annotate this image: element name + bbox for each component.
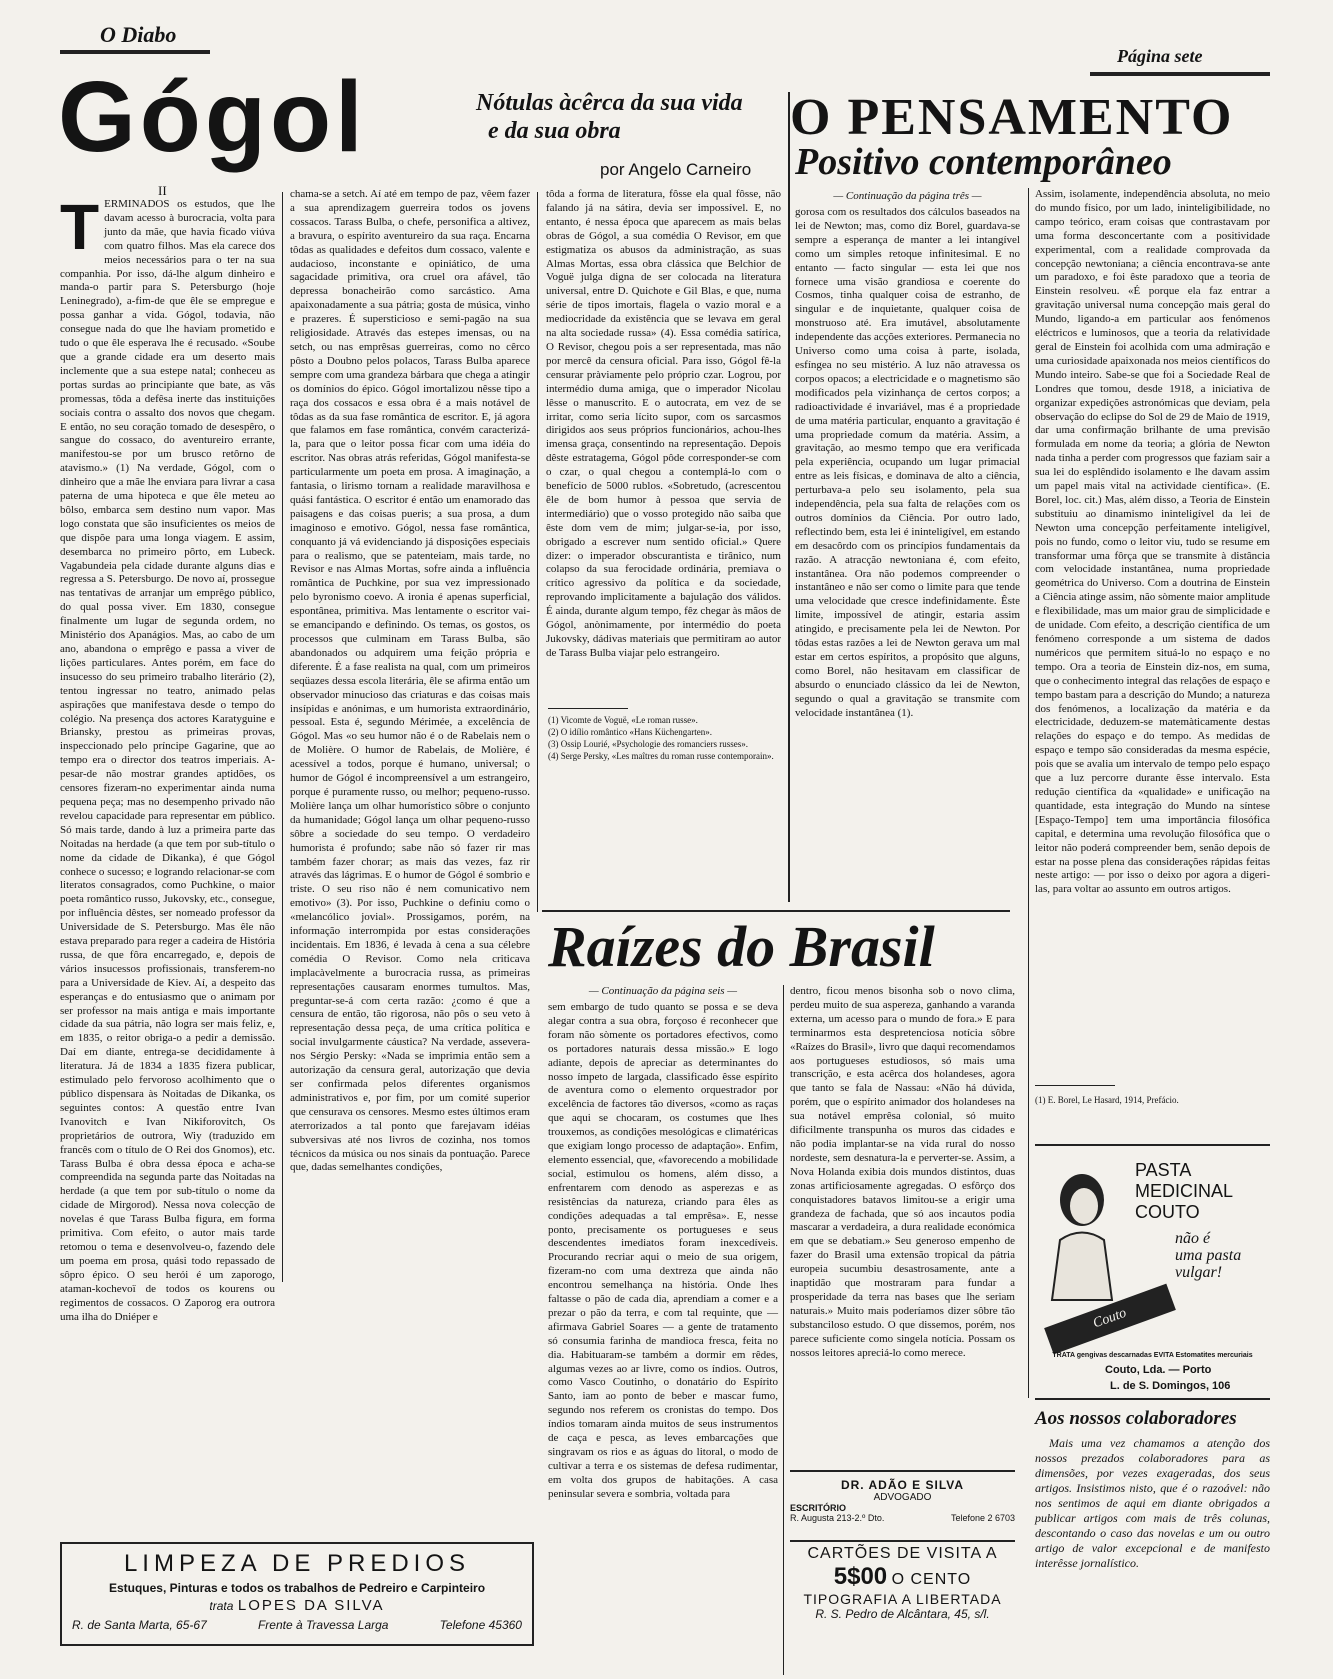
adao-ad bbox=[790, 1478, 1015, 1523]
pensamento-column-2-text: Assim, isolamente, independência absoluta, no meio do mundo físico, por um lado, ininteligibilidade, no campo teórico, eram coisas que contrastavam por uma forma desconcertante com a positividade experimental, com a realidade comprovada da concepção newtoniana; a ciência encontrava-se ante um paradoxo, e foi êste paradoxo que a teoria de Einstein resolveu. «É porque ela faz entrar a gravitação universal numa concepção mais geral do Mundo, ligando-a em particular aos fenómenos eléctricos e luminosos, que a teoria da relatividade geral de Einstein foi acolhida com uma admiração e uma curiosidade apaixonada nos meios científicos do Mundo inteiro. Sabe-se que foi a Sociedade Real de Londres que tomou, desde 1918, a iniciativa de organizar expedições astronómicas que deviam, pela observação do eclipse do Sol de 29 de Maio de 1919, dar uma confirmação brilhante de uma previsão formulada em nome da teoria; a glória de Newton nada tinha a perder com progressos que faziam sair a sua lei do esplêndido isolamento e lhe davam assim um papel mais vital na actividade científica». (E. Borel, loc. cit.) Mas, além disso, a Teoria de Einstein substituiu ao dinamismo ininteligível da lei de Newton uma concepção perfeitamente inteligível, pois no fundo, como o leitor viu, tudo se resume em transformar uma fôrça que se transmite à distância com velocidade instantânea, numa propriedade geométrica do Universo. Com a doutrina de Einstein a Ciência atinge assim, não sòmente maior amplitude e flexibilidade, mas um maior grau de simplicidade e de unidade. Com efeito, a descrição científica de um fenómeno corresponde a um sistema de dados numéricos que permitem situá-lo no espaço e no tempo. Ora a teoria de Einstein diz-nos, em suma, que o conhecimento integral das relações de espaço e tempo bastam para a descrição do Mundo; a natureza dos fenómenos, a localização da matéria e da electricidade, deduzem-se matemàticamente destas relações do espaço e do tempo. As medidas de espaço e tempo são consideradas da mesma espécie, pois que se avalia um intervalo de tempo pelo espaço que a luz percorre durante êsse intervalo. Esta redução científica da «qualidade» e unificação na quantidade, esta integração do Mundo na síntese [Espaço-Tempo] tem uma importância filosófica capital, e determina uma revolução filosófica que o leitor não poderá compreender bem, senão depois de estar na posse plena das considerações rápidas feitas neste artigo: — por isso o deixo por agora a digeri-las, para voltar ao assunto em outros artigos. bbox=[1035, 188, 1270, 896]
gogol-divider-1 bbox=[282, 192, 283, 1282]
footnote: (1) Vicomte de Voguë, «Le roman russe». bbox=[548, 715, 698, 725]
pasta-tube-label: Couto bbox=[1091, 1305, 1129, 1332]
pasta-top-rule bbox=[1035, 1144, 1270, 1146]
cartoes-printer: TIPOGRAFIA A LIBERTADA bbox=[803, 1591, 1002, 1607]
pasta-ad bbox=[1035, 1150, 1270, 1380]
limpeza-line1: Estuques, Pinturas e todos os trabalhos de Pedreiro e Carpinteiro bbox=[108, 1581, 486, 1595]
adao-name: DR. ADÃO E SILVA bbox=[840, 1478, 965, 1492]
gogol-column-3 bbox=[546, 188, 781, 693]
limpeza-name: LOPES DA SILVA bbox=[237, 1597, 385, 1614]
adao-top-rule bbox=[790, 1470, 1015, 1472]
raizes-column-1 bbox=[548, 1001, 778, 1666]
cartoes-price: 5$00 bbox=[833, 1563, 888, 1590]
raizes-column-1-text: sem embargo de tudo quanto se possa e se deva alegar contra a sua obra, forçoso é reconhecer que foram não sòmente os portadores efectivos, como os portadores naturais dessa missão.» E logo adiante, depois de apreciar as determinantes do nosso ímpeto de largada, classificado êsse espírito de aventura como o elemento orquestrador por excelência de factores tão diversos, «como as raças que aqui se chocaram, os costumes que lhes trouxemos, as condições mesológicas e climatéricas que exigiam longo processo de adaptação». Enfim, elemento essencial, que, «favorecendo a mobilidade social, estimulou os homens, além disso, a enfrentarem com denodo as asperezas e as resistências da natureza, criando para êles as condições adequadas a tal emprêsa». E, nesse ponto, precisamente os portugueses e seus descendentes imediatos foram inexcedíveis. Procurando recriar aqui o meio de sua origem, fizeram-no com uma dextreza que ainda não encontrou semelhança na história. Onde lhes faltasse o pão de cada dia, aprendiam a comer e a prezar o pão da terra, e com tal requinte, que — afirmava Gabriel Soares — a gente de tratamento só consumia farinha de mandioca fresca, feita no dia. Habituaram-se também a dormir em rêdes, algumas vezes ao ar livre, como os índios. Outros, como Vasco Coutinho, o donatário do Espírito Santo, iam ao ponto de beber e mascar fumo, segundo nos referem os cronistas do tempo. Dos índios tomaram ainda muitos de seus instrumentos de caça e pesca, as leves embarcações que singravam os rios e as águas do litoral, o modo de cultivar a terra e os sistemas de defesa rudimentar, em volta dos grupos de habitações. A casa peninsular severa e sombria, voltada para bbox=[548, 1001, 778, 1500]
masthead-right: Página sete bbox=[1117, 46, 1203, 66]
gogol-column-1 bbox=[60, 191, 275, 1323]
gogol-title: Gógol bbox=[58, 61, 367, 173]
gogol-column-2 bbox=[290, 188, 530, 1288]
cartoes-top-rule bbox=[790, 1540, 1015, 1542]
raizes-column-2 bbox=[790, 985, 1015, 1410]
pensamento-footnote: (1) E. Borel, Le Hasard, 1914, Prefácio. bbox=[1035, 1095, 1179, 1105]
gogol-dropcap: T bbox=[60, 191, 100, 263]
gogol-column-2-text: chama-se a setch. Aí até em tempo de paz, vêem fazer a sua aprendizagem guerreira todos os jovens cossacos. Tarass Bulba, o chefe, personifica a altivez, a bravura, o espírito aventureiro da sua raça. Encarna tôdas as qualidades e defeitos dum cossaco, valente e audacioso, inconstante e opiniático, de uma sagacidade primitiva, ora cruel ora afável, tão depressa bonacheirão como sarcástico. Ama apaixonadamente a sua pátria; gosta de música, vinho e prazeres. É supersticioso e semi-pagão na sua religiosidade. Através das estepes imensas, ou na setch, ou nas emprêsas guerreiras, como no cêrco pôsto a Doubno pelos polacos, Tarass Bulba aparece sempre com uma grandeza bárbara que chega a atingir os domínios do épico. Gógol imortalizou nêsse tipo a raça dos cossacos e essa obra é a mais notável de tôdas as da sua fase romântica de escritor. E, já agora que falamos em fase romântica, convém caracterizá-la, para que o leitor possa ficar com uma idéia do escritor. Nas obras atrás referidas, Gógol manifesta-se particularmente um poeta em prosa. A imaginação, a fantasia, o lirismo tornam a realidade maravilhosa e quási fantástica. O escritor é então um enamorado das paisagens e das coisas pueris; a sua prosa, a dum imaginoso e emotivo. Gógol, nessa fase romântica, conquanto já vá evidenciando já disposições especiais para o realismo, que se patenteiam, mais tarde, no Revisor e nas Almas Mortas, sofre ainda a influência romântica de Puchkine, por sua vez impressionado pelo byronismo coevo. A ironia é apenas superficial, espontânea, primitiva. Mas lentamente o escritor vai-se emancipando e definindo. Os temas, os gostos, os processos que culminam em Tarass Bulba, são abandonados ou adquirem uma feição própria e diferente. É a fase realista na qual, com um primeiros seqüazes dessa escola literária, êle se afirma então um observador minucioso das criaturas e das coisas mais insípidas e anónimas, e um humorista extraordinário, pessoal. Esta é, segundo Mérimée, a excelência de Gógol. Mas «o seu humor não é o de Rabelais nem o de Molière. O humor de Rabelais, de Molière, é acessível a todos, porque é humano, universal; o humor de Gógol é incompreensível a um estrangeiro, porque é puramente russo, ou melhor; pequeno-russo. Molière lança um olhar humorístico sôbre o conjunto da humanidade; Gógol lança um olhar pequeno-russo sôbre a sociedade do seu tempo. O verdadeiro humorista é profundo; sabe não só fazer rir mas também fazer chorar; as mais das vezes, faz rir através das lágrimas. E o humor de Gógol é sombrio e triste. O seu riso não é nem comunicativo nem emotivo» (3). Por isso, Puchkine o definiu como o «melancólico jovial». Prossigamos, porém, na informação interrompida por estas considerações incidentais. Em 1836, é levada à cena a sua célebre comédia O Revisor. Como nela criticava implacàvelmente a burocracia russa, as primeiras representações causaram enormes tumultos. Mas, preguntar-se-á com certa razão: ¿como é que a censura de então, tão rigorosa, não pôs o seu veto à representação dessa peça, de uma crítica política e social invulgarmente cáustica? Na verdade, assevera-nos Sérgio Persky: «Nada se imprimia então sem a autorização da censura geral, autorização que devia ser confirmada pelos diferentes organismos administrativos e, por fim, por um comité superior que censurava os censores. Mesmo estes últimos eram aterrorizados a tal ponto que farejavam idéias subversivas até nos livros de cozinha, nos tomos técnicos da música ou nos sinais da pontuação. Parece que, dadas semelhantes condições, bbox=[290, 188, 530, 1174]
cartoes-ad bbox=[790, 1545, 1015, 1621]
limpeza-address: R. de Santa Marta, 65-67 bbox=[72, 1618, 207, 1632]
gogol-column-3-text: tôda a forma de literatura, fôsse ela qual fôsse, não falando já na sátira, devia ser impossível. E, no entanto, é nessa época que aparecem as mais belas obras de Gógol, a sua comédia O Revisor, em que estigmatiza os abusos da administração, as suas Almas Mortas, essa obra clássica que Belchior de Voguë julga digna de ser colocada na literatura universal, entre D. Quichote e Gil Blas, e que, numa série de tipos imortais, flagela o vazio moral e a mediocridade da existência que se levava em geral na alta sociedade russa» (4). Essa comédia satírica, O Revisor, chegou pois a ser representada, mas não por mercê da censura oficial. Para isso, Gógol fê-la censurar pràviamente pelo próprio czar. Logrou, por intermédio duma amiga, que o imperador Nicolau lêsse o manuscrito. E o autocrata, em vez de se irritar, como seria lícito supor, com os sarcasmos dirigidos aos seus próprios funcionários, achou-lhes imensa graça, consentindo na representação. Depois dêste estratagema, Gógol pôde corresponder-se com o czar, o qual chegou a contemplá-lo com o benefício de 5000 rublos. «Sobretudo, (acrescentou êle de bom humor à pessoa que servia de intermediário) que o vosso protegido não saiba que êste dom vem de mim; julgar-se-ia, por isso, obrigado a escrever num sentido oficial.» Quere dizer: o imperador obscurantista e tirânico, num colapso da sua ferocidade ordinária, premiava o crítico agressivo da política e da sociedade, reprovando implicitamente a bajulação dos válidos. É ainda, durante algum tempo, fêz chegar às mãos de Gógol, anònimamente, por intermédio do poeta Jukovsky, dádivas materiais que permitiram ao autor de Tarass Bulba viajar pelo estrangeiro. bbox=[546, 188, 781, 659]
pensamento-continuation: — Continuação da página três — bbox=[833, 190, 982, 202]
raizes-column-2-text: dentro, ficou menos bisonha sob o novo clima, perdeu muito de sua aspereza, ganhando a varanda externa, um acesso para o mundo de fora.» E para terminarmos esta despretenciosa notícia sôbre «Raízes do Brasil», livro que daqui recomendamos aos portugueses estudiosos, só mais uma transcrição, e esta acêrca dos holandeses, agora que tanto se fala de Nassau: «Não há dúvida, porém, que o espírito animador dos holandeses na sua notável emprêsa colonial, só muito dificilmente transpunha os muros das cidades e não podia implantar-se na vida rural do nosso nordeste, sem desnatura-la e perverter-se. Assim, a Nova Holanda exibia dois mundos distintos, duas zonas artificiosamente agregadas. O esfôrço dos conquistadores batavos limitou-se a erigir uma grandeza de fachada, que só aos incautos podia mascarar a verdadeira, a dura realidade económica em que se debatiam.» Seu generoso empenho de fazer do Brasil uma extensão tropical da pátria europeia sucumbiu desastrosamente, ante a inaptidão que mostraram para fundar a prosperidade da terra nas bases que lhe seriam naturais.» Muito mais poderíamos dizer sôbre tão substanciloso estudo. O que dissemos, porém, nos parece suficiente como singela notícia. Possam os nossos leitores apreciá-lo como merece. bbox=[790, 985, 1015, 1359]
masthead-left: O Diabo bbox=[100, 22, 177, 47]
pensamento-footnote-rule bbox=[1035, 1085, 1115, 1086]
gogol-subtitle-2: e da sua obra bbox=[488, 118, 621, 144]
adao-office: ESCRITÓRIO bbox=[790, 1503, 847, 1513]
pensamento-title-2: Positivo contemporâneo bbox=[795, 141, 1172, 183]
footnote: (4) Serge Persky, «Les maîtres du roman russe contemporain». bbox=[548, 751, 774, 761]
pensamento-column-2 bbox=[1035, 188, 1270, 1038]
gogol-byline: por Angelo Carneiro bbox=[600, 160, 752, 179]
limpeza-title: LIMPEZA DE PREDIOS bbox=[123, 1550, 471, 1577]
pasta-brand-3: COUTO bbox=[1135, 1202, 1200, 1222]
adao-phone: Telefone 2 6703 bbox=[950, 1513, 1015, 1523]
pasta-treats: TRATA gengivas descarnadas EVITA Estomatites mercuriais bbox=[1052, 1352, 1253, 1359]
gogol-subtitle-1: Nótulas àcêrca da sua vida bbox=[476, 90, 743, 116]
cartoes-unit: O CENTO bbox=[891, 1571, 972, 1588]
adao-title: ADVOGADO bbox=[873, 1492, 932, 1503]
gogol-footnotes bbox=[548, 714, 783, 762]
footnote: (3) Ossip Lourié, «Psychologie des romanciers russes». bbox=[548, 739, 748, 749]
gogol-section-number: II bbox=[158, 183, 167, 198]
masthead-right-rule bbox=[1090, 72, 1270, 76]
pasta-company: Couto, Lda. — Porto bbox=[1105, 1364, 1212, 1376]
raizes-divider bbox=[783, 985, 784, 1675]
adao-address: R. Augusta 213-2.º Dto. bbox=[790, 1513, 885, 1523]
limpeza-trata: trata bbox=[209, 1599, 234, 1613]
pensamento-column-1-text: gorosa com os resultados dos cálculos baseados na lei de Newton; mas, como diz Borel, guardava-se sempre a esperança de manter a lei intangível como um simples retoque infinitesimal. E no entanto — facto singular — esta lei que nos fornece uma visão grandiosa e coerente do Cosmos, tinha qualquer coisa de estranho, de singular e de inquietante, qualquer coisa de monstruoso até. Era imutável, absolutamente independente das acções exteriores. Permanecia no Universo como uma coisa à parte, isolada, esfíngea no seu mistério. A luz não atravessa os corpos opacos; a electricidade e o magnetismo são modificados pela vizinhança de certos corpos; a radioactividade é invariável, mas é a propriedade de uma matéria particular, enquanto a gravitação é uma propriedade comum da matéria. Assim, a gravitação, ao mesmo tempo que era verificada pela experiência, ocupando um lugar primacial entre as leis físicas, e dominava de alto a ciência, perturbava-a pelo seu isolamento, pela sua independência, pela sua falta de relações com os outros domínios da Ciência. Por outro lado, reflectindo bem, esta lei é ininteligível, em estando em desacôrdo com os princípios fundamentais da razão. A atracção newtoniana é, com efeito, instantânea. Ora não podemos compreender o instantâneo e não ser como o limite para que tende uma velocidade que cresce indefinidamente. Êste limite, impossível de atingir, estaria assim atingido, e precisamente pela lei de Newton. Por tôdas estas razões a lei de Newton gerava um mal estar em certos espíritos, a propósito que alguns, como Borel, não hesitavam em classificar de absurdo o enunciado clássico da lei de Newton, segundo o qual a gravitação se transmite com velocidade instantânea (1). bbox=[795, 206, 1020, 719]
limpeza-front: Frente à Travessa Larga bbox=[257, 1618, 389, 1632]
colaboradores-title: Aos nossos colaboradores bbox=[1035, 1408, 1237, 1429]
gogol-footnote-rule bbox=[548, 708, 628, 709]
limpeza-phone: Telefone 45360 bbox=[439, 1618, 522, 1632]
gogol-column-1-text: ERMINADOS os estudos, que lhe davam acesso à burocracia, volta para junto da mãe, que havia ficado viúva com quatro filhos. Mas ela carece dos meios necessários para o ter na sua companhia. Por isso, dá-lhe algum dinheiro e manda-o partir para S. Petersburgo (hoje Leninegrado), a-fim-de que êle se empregue e possa ganhar a vida. Gógol, todavia, não consegue nada do que lhe haviam prometido e tudo o que êle esperava lhe é recusado. «Soube que a grande cidade era um deserto mais inclemente que a sua estepe natal; conheceu as portas surdas ao principiante que bate, as vãs promessas, tôda a defêsa inerte das instituições sociais contra o assalto dos novos que chegam. E então, no seu coração tomado de desespêro, o sangue do cossaco, do aventureiro errante, manifestou-se por um brusco retôrno de atavismo.» (1) Na verdade, Gógol, com o dinheiro que a mãe lhe enviara para livrar a casa paterna de uma hipoteca e que êle meteu ao bôlso, embarca sem destino num vapor. Mas logo constata que são insuficientes os meios de que dispõe para uma longa viagem. E assim, desembarca no primeiro pôrto, em Lubeck. Vagabundeia pela cidade durante alguns dias e regressa a S. Petersburgo. De novo aí, prossegue nas tentativas de arranjar um emprêgo público, do qual possa viver. Em 1830, consegue finalmente um lugar de segunda ordem, no Ministério dos Apanágios. Mas, ao cabo de um ano, abandona o emprêgo e passa a viver de lições particulares. Antes porém, em face do insucesso do seu primeiro trabalho literário (2), tentou ingressar no teatro, animado pelas aspirações que manifestava desde o tempo do colégio. Na presença dos actores Karatyguine e Briansky, prestou as primeiras provas, inspeccionado pelo príncipe Gagarine, que ao tempo era o director dos teatros imperiais. A-pesar-de não mostrar grandes aptidões, os censores fizeram-no experimentar ainda numa pequena peça; mas no desempenho privado não revelou capacidade para representar em público. Só mais tarde, dando à luz a primeira parte das Noitadas na herdade (a que tem por sub-título o nome da cidade de Dikanka), é que Gógol conhece o sucesso; e logrando relacionar-se com literatos consagrados, como Puchkine, o maior poeta romântico russo, Jukovsky, etc., consegue, por influência dêstes, ser nomeado professor da Universidade de S. Petersburgo. Mas êle não estava preparado para reger a cadeira de História russa, de que fôra encarregado, e, depois de vários insucessos profissionais, transferem-no para a Universidade de Kiev. Aí, a despeito das esperanças e do entusiasmo que o animam por ser professor na mais antiga e mais importante cidade da sua pátria, não logra ser mais feliz, e, em 1835, o reitor obriga-o a pedir a demissão. Daí em diante, entrega-se decididamente à literatura. Já de 1834 a 1835 fizera publicar, estimulado pelo fervoroso acolhimento que o público dispensara às Noitadas de Dikanka, os seguintes contos: A questão entre Ivan Ivanovitch e Ivan Nikiforovitch, Os proprietários de outrora, Wiy (traduzido em francês com o título de O Rei dos Gnomos), etc. Tarass Bulba é obra dessa época e acha-se compreendida na segunda parte das Noitadas na herdade (a que tem por sub-título o nome da cidade de Mirgorod). Nessa nova colecção de novelas é que Tarass Bulba figura, em forma primitiva. Com efeito, o autor mais tarde retomou o tema e desenvolveu-o, fazendo dele um poema em prosa, quási todo repassado de sôpro épico. O seu herói é um zaporogo, ataman-kochevoï de todos os kourens ou regimentos de cossacos. O Zaporog era outrora uma ilha do Dniéper e bbox=[60, 198, 275, 1323]
raizes-title: Raízes do Brasil bbox=[548, 914, 935, 979]
limpeza-ad bbox=[60, 1542, 534, 1646]
raizes-continuation: — Continuação da página seis — bbox=[588, 985, 738, 997]
cartoes-line1: CARTÕES DE VISITA A bbox=[807, 1545, 998, 1562]
pasta-woman-illustration bbox=[1040, 1170, 1120, 1300]
colaboradores-top-rule bbox=[1035, 1398, 1270, 1400]
pensamento-divider bbox=[1028, 188, 1029, 1398]
cartoes-address: R. S. Pedro de Alcântara, 45, s/l. bbox=[815, 1607, 990, 1621]
gogol-divider-2 bbox=[537, 192, 538, 912]
pasta-brand-1: PASTA bbox=[1135, 1160, 1192, 1180]
footnote: (2) O idílio romântico «Hans Küchengarten». bbox=[548, 727, 712, 737]
pasta-slogan-1: não é bbox=[1175, 1230, 1211, 1247]
masthead-left-rule bbox=[60, 50, 210, 54]
pensamento-title-1: O PENSAMENTO bbox=[790, 89, 1234, 146]
pasta-brand-2: MEDICINAL bbox=[1135, 1181, 1234, 1201]
main-divider bbox=[788, 92, 790, 902]
pensamento-column-1 bbox=[795, 206, 1020, 896]
pasta-slogan-3: vulgar! bbox=[1175, 1264, 1223, 1281]
pasta-slogan-2: uma pasta bbox=[1175, 1247, 1242, 1264]
colaboradores-body: Mais uma vez chamamos a atenção dos nossos prezados colaboradores para as dimensões, por vezes exageradas, dos seus artigos. Insistimos nisto, que é o razoável: não nos sentimos de aqui em diante obrigados a publicar artigos com mais de três colunas, descontando o caso das novelas e um ou outro artigo de valor excepcional e de manifesto interêsse jornalístico. bbox=[1035, 1436, 1270, 1570]
pasta-address: L. de S. Domingos, 106 bbox=[1110, 1380, 1231, 1392]
colaboradores-text bbox=[1035, 1436, 1270, 1671]
